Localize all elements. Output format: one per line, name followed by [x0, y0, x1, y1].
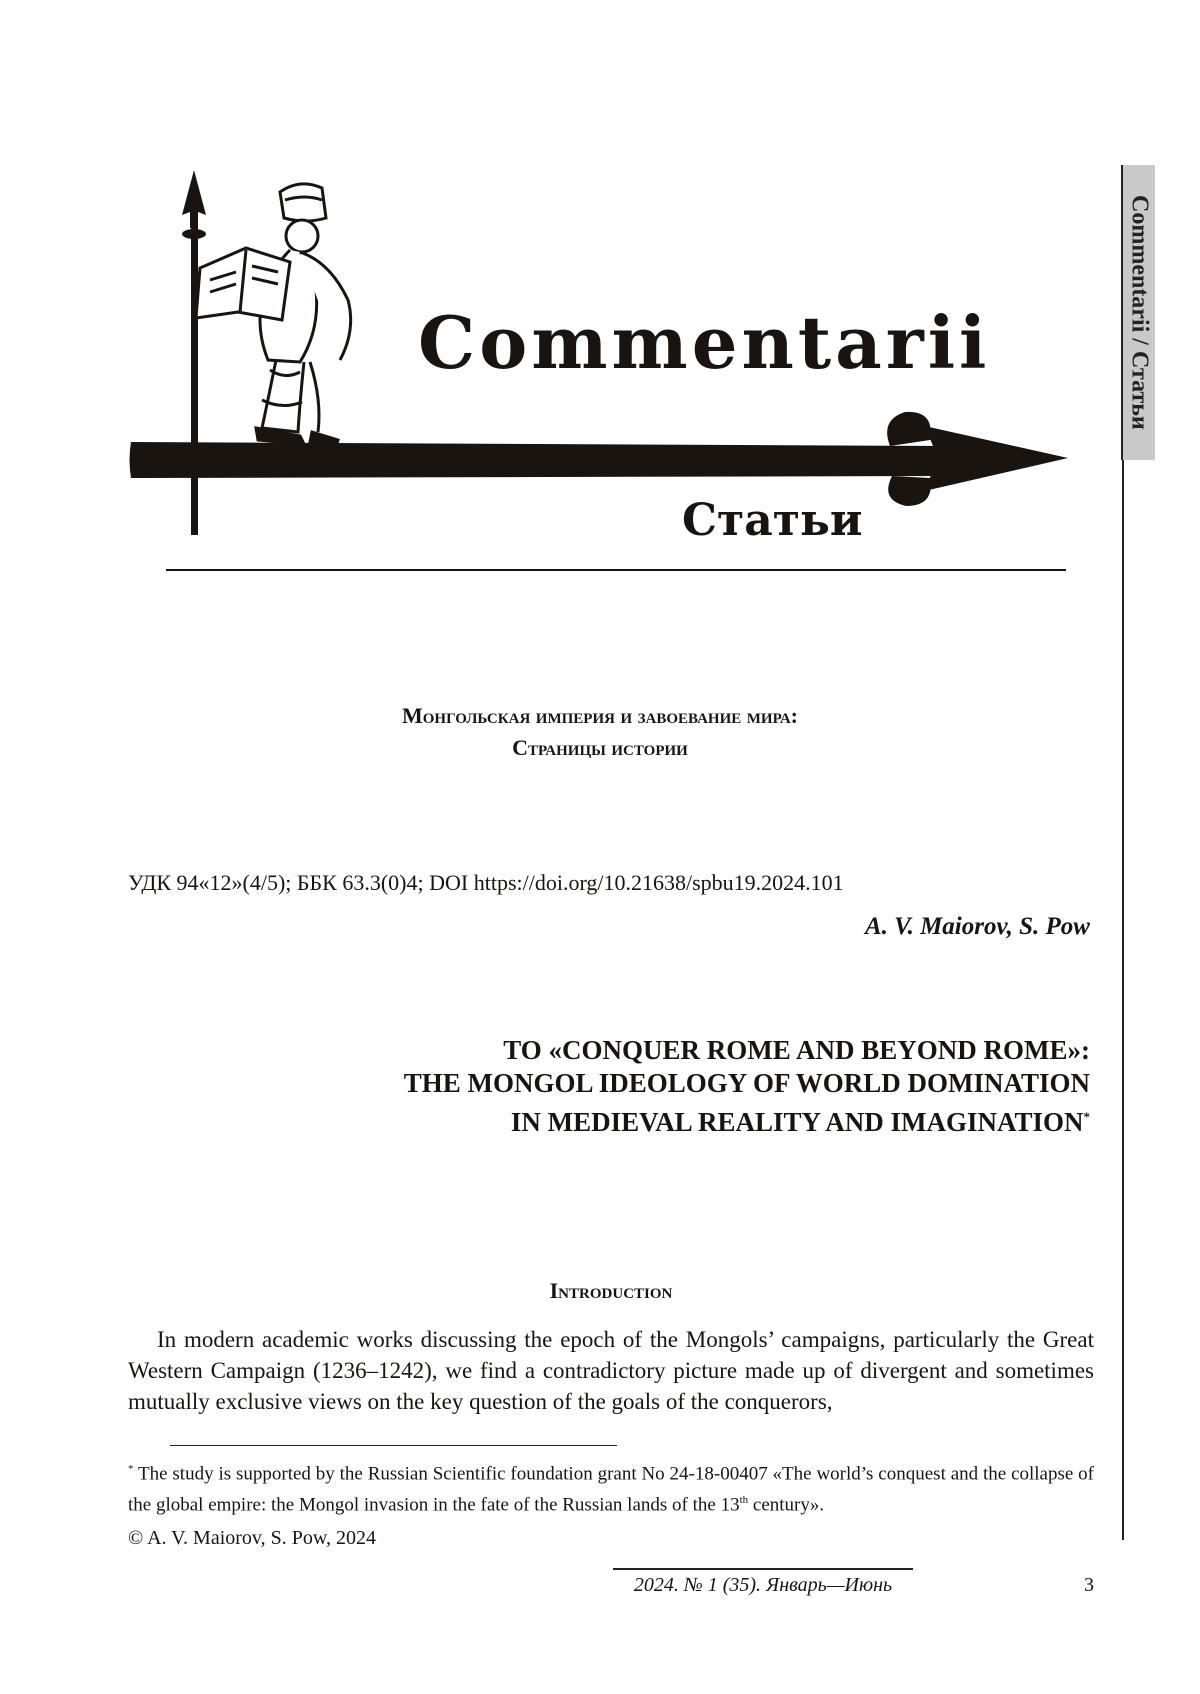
- title-line-1: TO «CONQUER ROME AND BEYOND ROME»:: [503, 1035, 1090, 1065]
- introduction-heading: Introduction: [549, 1278, 673, 1303]
- title-line-3-text: IN MEDIEVAL REALITY AND IMAGINATION: [510, 1107, 1084, 1137]
- section-title: Commentarii: [418, 300, 991, 385]
- copyright-line: © A. V. Maiorov, S. Pow, 2024: [128, 1527, 377, 1549]
- header-rule: [166, 569, 1066, 571]
- series-heading-line2: Страницы истории: [512, 735, 688, 760]
- body-text: [128, 1324, 1094, 1417]
- scribe-figure-icon: [196, 184, 351, 446]
- title-line-2: THE MONGOL IDEOLOGY OF WORLD DOMINATION: [403, 1068, 1090, 1098]
- side-rule: [1122, 460, 1124, 1540]
- commentarii-header-emblem: [0, 0, 1200, 600]
- series-heading-line1: Монгольская империя и завоевание мира:: [402, 703, 798, 728]
- title-footnote-mark[interactable]: *: [1083, 1109, 1090, 1124]
- title-line-3: [190, 1100, 1090, 1139]
- footnote-mark: *: [128, 1463, 134, 1475]
- arrow-shaft: [130, 442, 951, 478]
- spear-shaft: [191, 205, 198, 535]
- footnote-sup: th: [739, 1494, 749, 1507]
- series-heading: [200, 700, 1000, 764]
- footnote-text-2: century».: [748, 1494, 825, 1516]
- article-title: [190, 1034, 1090, 1139]
- udk-doi-line: УДК 94«12»(4/5); ББК 63.3(0)4; DOI https://doi.org/10.21638/spbu19.2024.101: [128, 870, 844, 895]
- journal-rule: [613, 1568, 913, 1570]
- spear-head: [182, 170, 206, 228]
- footnote-text-1: The study is supported by the Russian Scientific foundation grant No 24-18-00407 «The world’s conquest and the collapse of the global empire: the Mongol invasion in the fate of the Russian lands of the 13: [128, 1463, 1094, 1516]
- section-subtitle: Статьи: [682, 495, 863, 546]
- arrow-head: [920, 425, 1068, 492]
- side-tab-label: Commentarii / Статьи: [1126, 195, 1153, 430]
- footnote: [128, 1456, 1094, 1519]
- article-authors: A. V. Maiorov, S. Pow: [864, 913, 1090, 940]
- journal-issue-info: 2024. № 1 (35). Январь—Июнь: [633, 1574, 893, 1596]
- footnote-rule: [170, 1445, 617, 1446]
- side-section-tab: [1121, 165, 1155, 460]
- page-number: 3: [1084, 1574, 1094, 1596]
- body-paragraph: In modern academic works discussing the epoch of the Mongols’ campaigns, particularly the Great Western Campaign (1236–1242), we find a contradictory picture made up of divergent and sometimes mutually exclusive views on the key question of the goals of the conquerors,: [128, 1327, 1094, 1414]
